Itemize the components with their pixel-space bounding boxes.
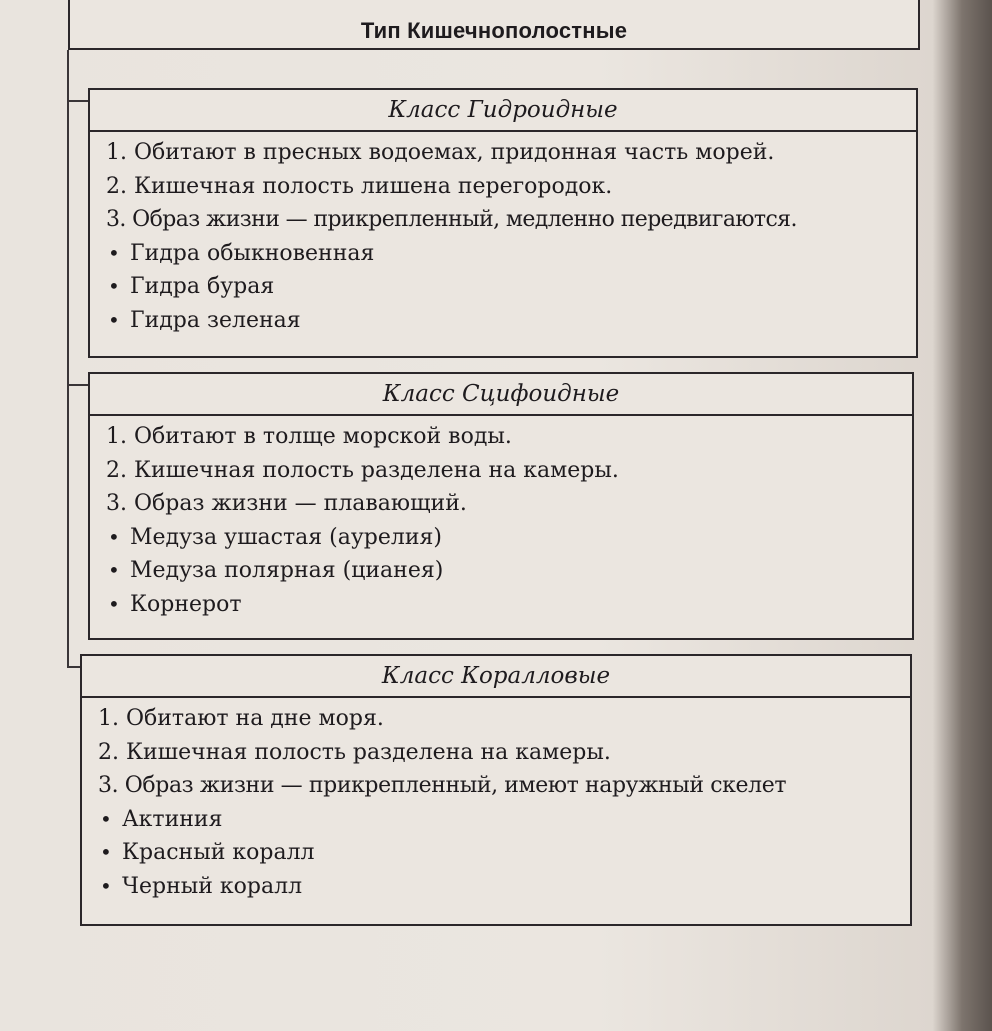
class-title-coral: Класс Коралловые [82, 656, 910, 698]
class-body-coral [82, 698, 910, 904]
example-item: • Гидра бурая [106, 270, 916, 304]
fact-item: 1. Обитают в пресных водоемах, придонная часть морей. [106, 140, 775, 165]
fact-item: 2. Кишечная полость разделена на камеры. [98, 739, 611, 765]
tree-connector-hydroid [67, 100, 89, 102]
fact-item: 2. Кишечная полость лишена перегородок. [106, 173, 613, 199]
tree-connector-vertical [67, 50, 69, 668]
class-box-coral [80, 654, 912, 926]
tree-connector-scyphoid [67, 384, 89, 386]
fact-item: 3. Образ жизни — прикрепленный, медленно передвигаются. [106, 207, 797, 233]
fact-item: 1. Обитают в толще морской воды. [106, 424, 512, 449]
phylum-title: Тип Кишечнополостные [360, 18, 628, 43]
class-body-hydroid [90, 132, 916, 338]
example-item: • Актиния [98, 803, 910, 837]
class-title-scyphoid: Класс Сцифоидные [90, 374, 912, 416]
example-item: • Медуза ушастая (аурелия) [106, 521, 912, 555]
class-box-scyphoid [88, 372, 914, 640]
phylum-header [68, 0, 920, 50]
example-item: • Медуза полярная (цианея) [106, 554, 912, 588]
fact-item: 2. Кишечная полость разделена на камеры. [106, 457, 619, 483]
fact-item: 3. Образ жизни — плавающий. [106, 491, 467, 517]
example-item: • Гидра зеленая [106, 304, 916, 338]
example-item: • Черный коралл [98, 870, 910, 904]
fact-item: 3. Образ жизни — прикрепленный, имеют наружный скелет [98, 773, 787, 799]
example-item: • Гидра обыкновенная [106, 237, 916, 271]
fact-item: 1. Обитают на дне моря. [98, 706, 384, 731]
class-title-hydroid: Класс Гидроидные [90, 90, 916, 132]
class-box-hydroid [88, 88, 918, 358]
class-body-scyphoid [90, 416, 912, 622]
example-item: • Корнерот [106, 588, 912, 622]
example-item: • Красный коралл [98, 836, 910, 870]
